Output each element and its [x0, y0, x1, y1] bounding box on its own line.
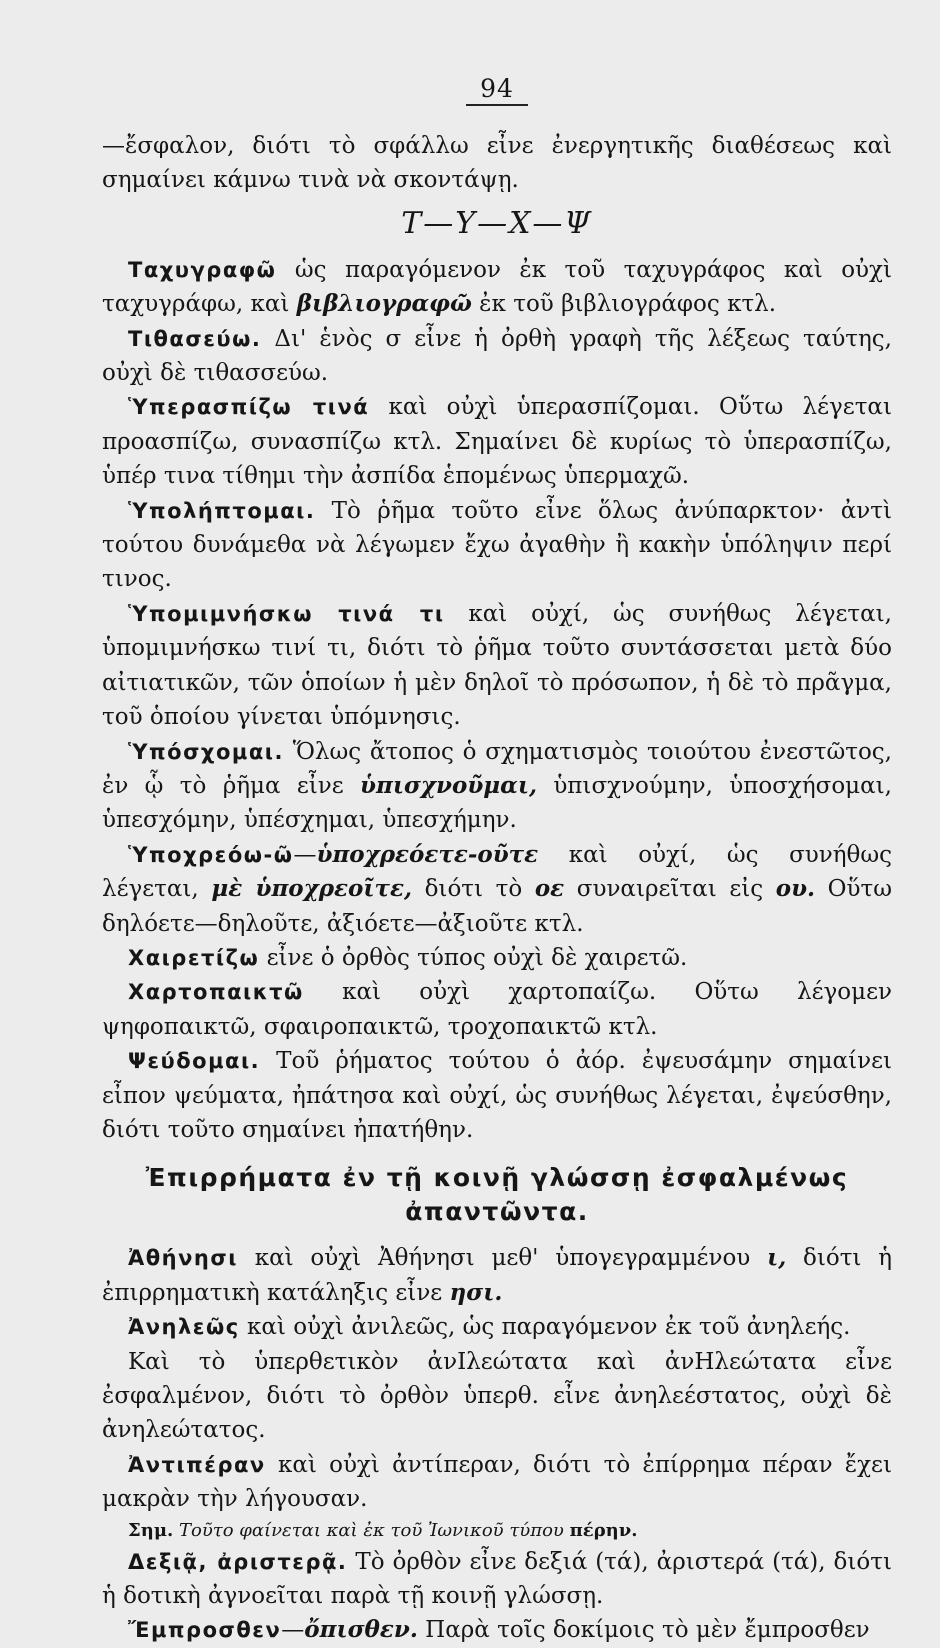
- entry-athenesi: [102, 1241, 892, 1310]
- entry-tithaseuo: [102, 322, 892, 391]
- entry-term: Ὑπολήπτομαι.: [128, 498, 316, 523]
- entry-tachygrafo: [102, 253, 892, 322]
- entry-text: Οὕτω δηλόετε—δηλοῦτε, ἀξιόετε—ἀξιοῦτε κτλ.: [102, 876, 892, 937]
- entry-term: Χαρτοπαικτῶ: [128, 980, 304, 1005]
- entry-anileos-superlative: [102, 1345, 892, 1448]
- entry-term: Τιθασεύω.: [128, 326, 262, 351]
- entry-term: Ὑποχρεόω-ῶ: [128, 842, 294, 867]
- entry-text: Τὸ ὀρθὸν εἶνε δεξιά (τά), ἀριστερά (τά), διότι ἡ δοτικὴ ἀγνοεῖται παρὰ τῇ κοινῇ γλώσσῃ.: [102, 1548, 892, 1610]
- entry-yposchomai: [102, 735, 892, 838]
- entry-emphasis: βιβλιογραφῶ: [296, 290, 472, 318]
- entry-text: καὶ οὐχί, ὡς συνήθως λέγεται,: [102, 841, 892, 903]
- entry-text: καὶ οὐχὶ ἀντίπεραν, διότι τὸ ἐπίρρημα πέραν ἔχει μακρὰν τὴν λήγουσαν.: [102, 1451, 892, 1513]
- entry-emprosthen: [102, 1613, 892, 1647]
- entry-term: Ὑπερασπίζω τινά: [128, 395, 370, 420]
- entry-term: Ὑπομιμνήσκω τινά τι: [128, 601, 445, 626]
- entry-text: ἐκ τοῦ βιβλιογράφος κτλ.: [471, 291, 777, 318]
- note-label: Σημ.: [128, 1519, 174, 1541]
- entry-term: Ἀνηλεῶς: [128, 1315, 240, 1340]
- entry-emphasis: μὲ ὑποχρεοῖτε,: [211, 875, 412, 903]
- note-emphasis: πέρην.: [569, 1519, 638, 1541]
- footnote: [102, 1517, 892, 1545]
- entry-text: Δι' ἑνὸς σ εἶνε ἡ ὀρθὴ γραφὴ τῆς λέξεως ταύτης, οὐχὶ δὲ τιθασσεύω.: [102, 325, 892, 387]
- paragraph-continuation: —ἔσφαλον, διότι τὸ σφάλλω εἶνε ἐνεργητικῆς διαθέσεως καὶ σημαίνει κάμνω τινὰ νὰ σκοντάψῃ.: [102, 133, 892, 194]
- entry-text: Καὶ τὸ ὑπερθετικὸν ἀνΙλεώτατα καὶ ἀνΗλεώτατα εἶνε ἐσφαλμένον, διότι τὸ ὀρθὸν ὑπερθ. εἶνε ἀνηλεέστατος, οὐχὶ δὲ ἀνηλεώτατος.: [102, 1348, 892, 1444]
- entry-chartopaikto: [102, 975, 892, 1044]
- entry-text: Τὸ ῥῆμα τοῦτο εἶνε ὅλως ἀνύπαρκτον· ἀντὶ τούτου δυνάμεθα νὰ λέγωμεν ἔχω ἀγαθὴν ἢ κακὴν ὑπόληψιν περί τινος.: [102, 497, 892, 593]
- entry-term: Ἔμπροσθεν: [128, 1618, 282, 1643]
- entry-ypomimnisko: [102, 597, 892, 735]
- entry-dexia: [102, 1545, 892, 1614]
- entry-text: εἶνε ὁ ὀρθὸς τύπος οὐχὶ δὲ χαιρετῶ.: [259, 944, 688, 971]
- entry-term: Χαιρετίζω: [128, 945, 260, 970]
- entry-text: καὶ οὐχὶ χαρτοπαίζω. Οὕτω λέγομεν ψηφοπαικτῶ, σφαιροπαικτῶ, τροχοπαικτῶ κτλ.: [102, 979, 892, 1040]
- entry-text: Παρὰ τοῖς δοκίμοις τὸ μὲν ἔμπροσθεν: [417, 1617, 870, 1644]
- entry-emphasis: ι,: [767, 1244, 787, 1272]
- entry-term: Δεξιᾷ, ἀριστερᾷ.: [128, 1549, 348, 1574]
- page-number-text: 94: [466, 74, 528, 106]
- entry-text: ὑπισχνούμην, ὑποσχήσομαι, ὑπεσχόμην, ὑπέσχημαι, ὑπεσχήμην.: [102, 772, 892, 834]
- section-heading: [102, 1161, 892, 1229]
- entry-text: Τοῦ ῥήματος τούτου ὁ ἀόρ. ἐψευσάμην σημαίνει εἶπον ψεύματα, ἠπάτησα καὶ οὐχί, ὡς συνήθως λέγεται, ἐψεύσθην, διότι τοῦτο σημαίνει ἠπατήθην.: [102, 1048, 892, 1143]
- entry-term: Ψεύδομαι.: [128, 1049, 261, 1074]
- entry-yperaspizo: [102, 390, 892, 493]
- entry-emphasis: οε: [534, 875, 565, 903]
- entry-emphasis: ησι.: [449, 1278, 503, 1306]
- entry-text: διότι τὸ: [411, 876, 535, 903]
- entry-text: —: [281, 1617, 305, 1644]
- entry-term: Ἀντιπέραν: [128, 1452, 266, 1477]
- entry-emphasis: ὄπισθεν.: [304, 1616, 418, 1644]
- entry-emphasis: ου.: [775, 875, 816, 903]
- section-heading-line2: ἀπαντῶντα.: [405, 1197, 589, 1227]
- entry-emphasis: ὑποχρεόετε-οῦτε: [316, 840, 539, 868]
- page-number: [102, 74, 892, 103]
- entry-text: συναιρεῖται εἰς: [564, 876, 776, 903]
- entry-term: Ταχυγραφῶ: [128, 257, 277, 282]
- entry-chairetizo: [102, 941, 892, 975]
- note-text: Τοῦτο φαίνεται καὶ ἐκ τοῦ Ἰωνικοῦ τύπου: [173, 1519, 570, 1541]
- entry-pseudomai: [102, 1044, 892, 1147]
- entry-text: καὶ οὐχί, ὡς συνήθως λέγεται, ὑπομιμνήσκω τινί τι, διότι τὸ ῥῆμα τοῦτο συντάσσεται μετὰ δύο αἰτιατικῶν, τῶν ὁποίων ἡ μὲν δηλοῖ τὸ πρόσωπον, ἡ δὲ τὸ πρᾶγμα, τοῦ ὁποίου γίνεται ὑπόμνησις.: [102, 600, 892, 731]
- entry-text: καὶ οὐχὶ Ἀθήνησι μεθ' ὑπογεγραμμένου: [237, 1245, 768, 1272]
- entry-term: Ὑπόσχομαι.: [128, 739, 284, 764]
- entry-text: ὡς παραγόμενον ἐκ τοῦ ταχυγράφος καὶ οὐχὶ ταχυγράφω, καὶ: [102, 256, 892, 318]
- entry-emphasis: ὑπισχνοῦμαι,: [360, 771, 537, 799]
- entry-text: Ὅλως ἄτοπος ὁ σχηματισμὸς τοιούτου ἐνεστῶτος, ἐν ᾧ τὸ ῥῆμα εἶνε: [102, 738, 892, 799]
- entry-anileos: [102, 1310, 892, 1344]
- entry-text: διότι ἡ ἐπιρρηματικὴ κατάληξις εἶνε: [102, 1245, 893, 1306]
- section-heading-line1: Ἐπιρρήματα ἐν τῇ κοινῇ γλώσσῃ ἐσφαλμένως: [145, 1163, 849, 1193]
- entry-text: —: [293, 841, 317, 868]
- entry-antiperan: [102, 1448, 892, 1517]
- letter-heading: Τ—Υ—Χ—Ψ: [401, 205, 593, 241]
- entry-term: Ἀθήνησι: [128, 1246, 238, 1271]
- entry-ypochreoo: [102, 838, 892, 941]
- entry-ypoleptomai: [102, 494, 892, 597]
- entry-text: καὶ οὐχὶ ἀνιλεῶς, ὡς παραγόμενον ἐκ τοῦ ἀνηλεής.: [239, 1314, 851, 1341]
- entry-text: καὶ οὐχὶ ὑπερασπίζομαι. Οὕτω λέγεται προασπίζω, συνασπίζω κτλ. Σημαίνει δὲ κυρίως τὸ ὑπερασπίζω, ὑπέρ τινα τίθημι τὴν ἀσπίδα ἑπομένως ὑπερμαχῶ.: [102, 394, 892, 490]
